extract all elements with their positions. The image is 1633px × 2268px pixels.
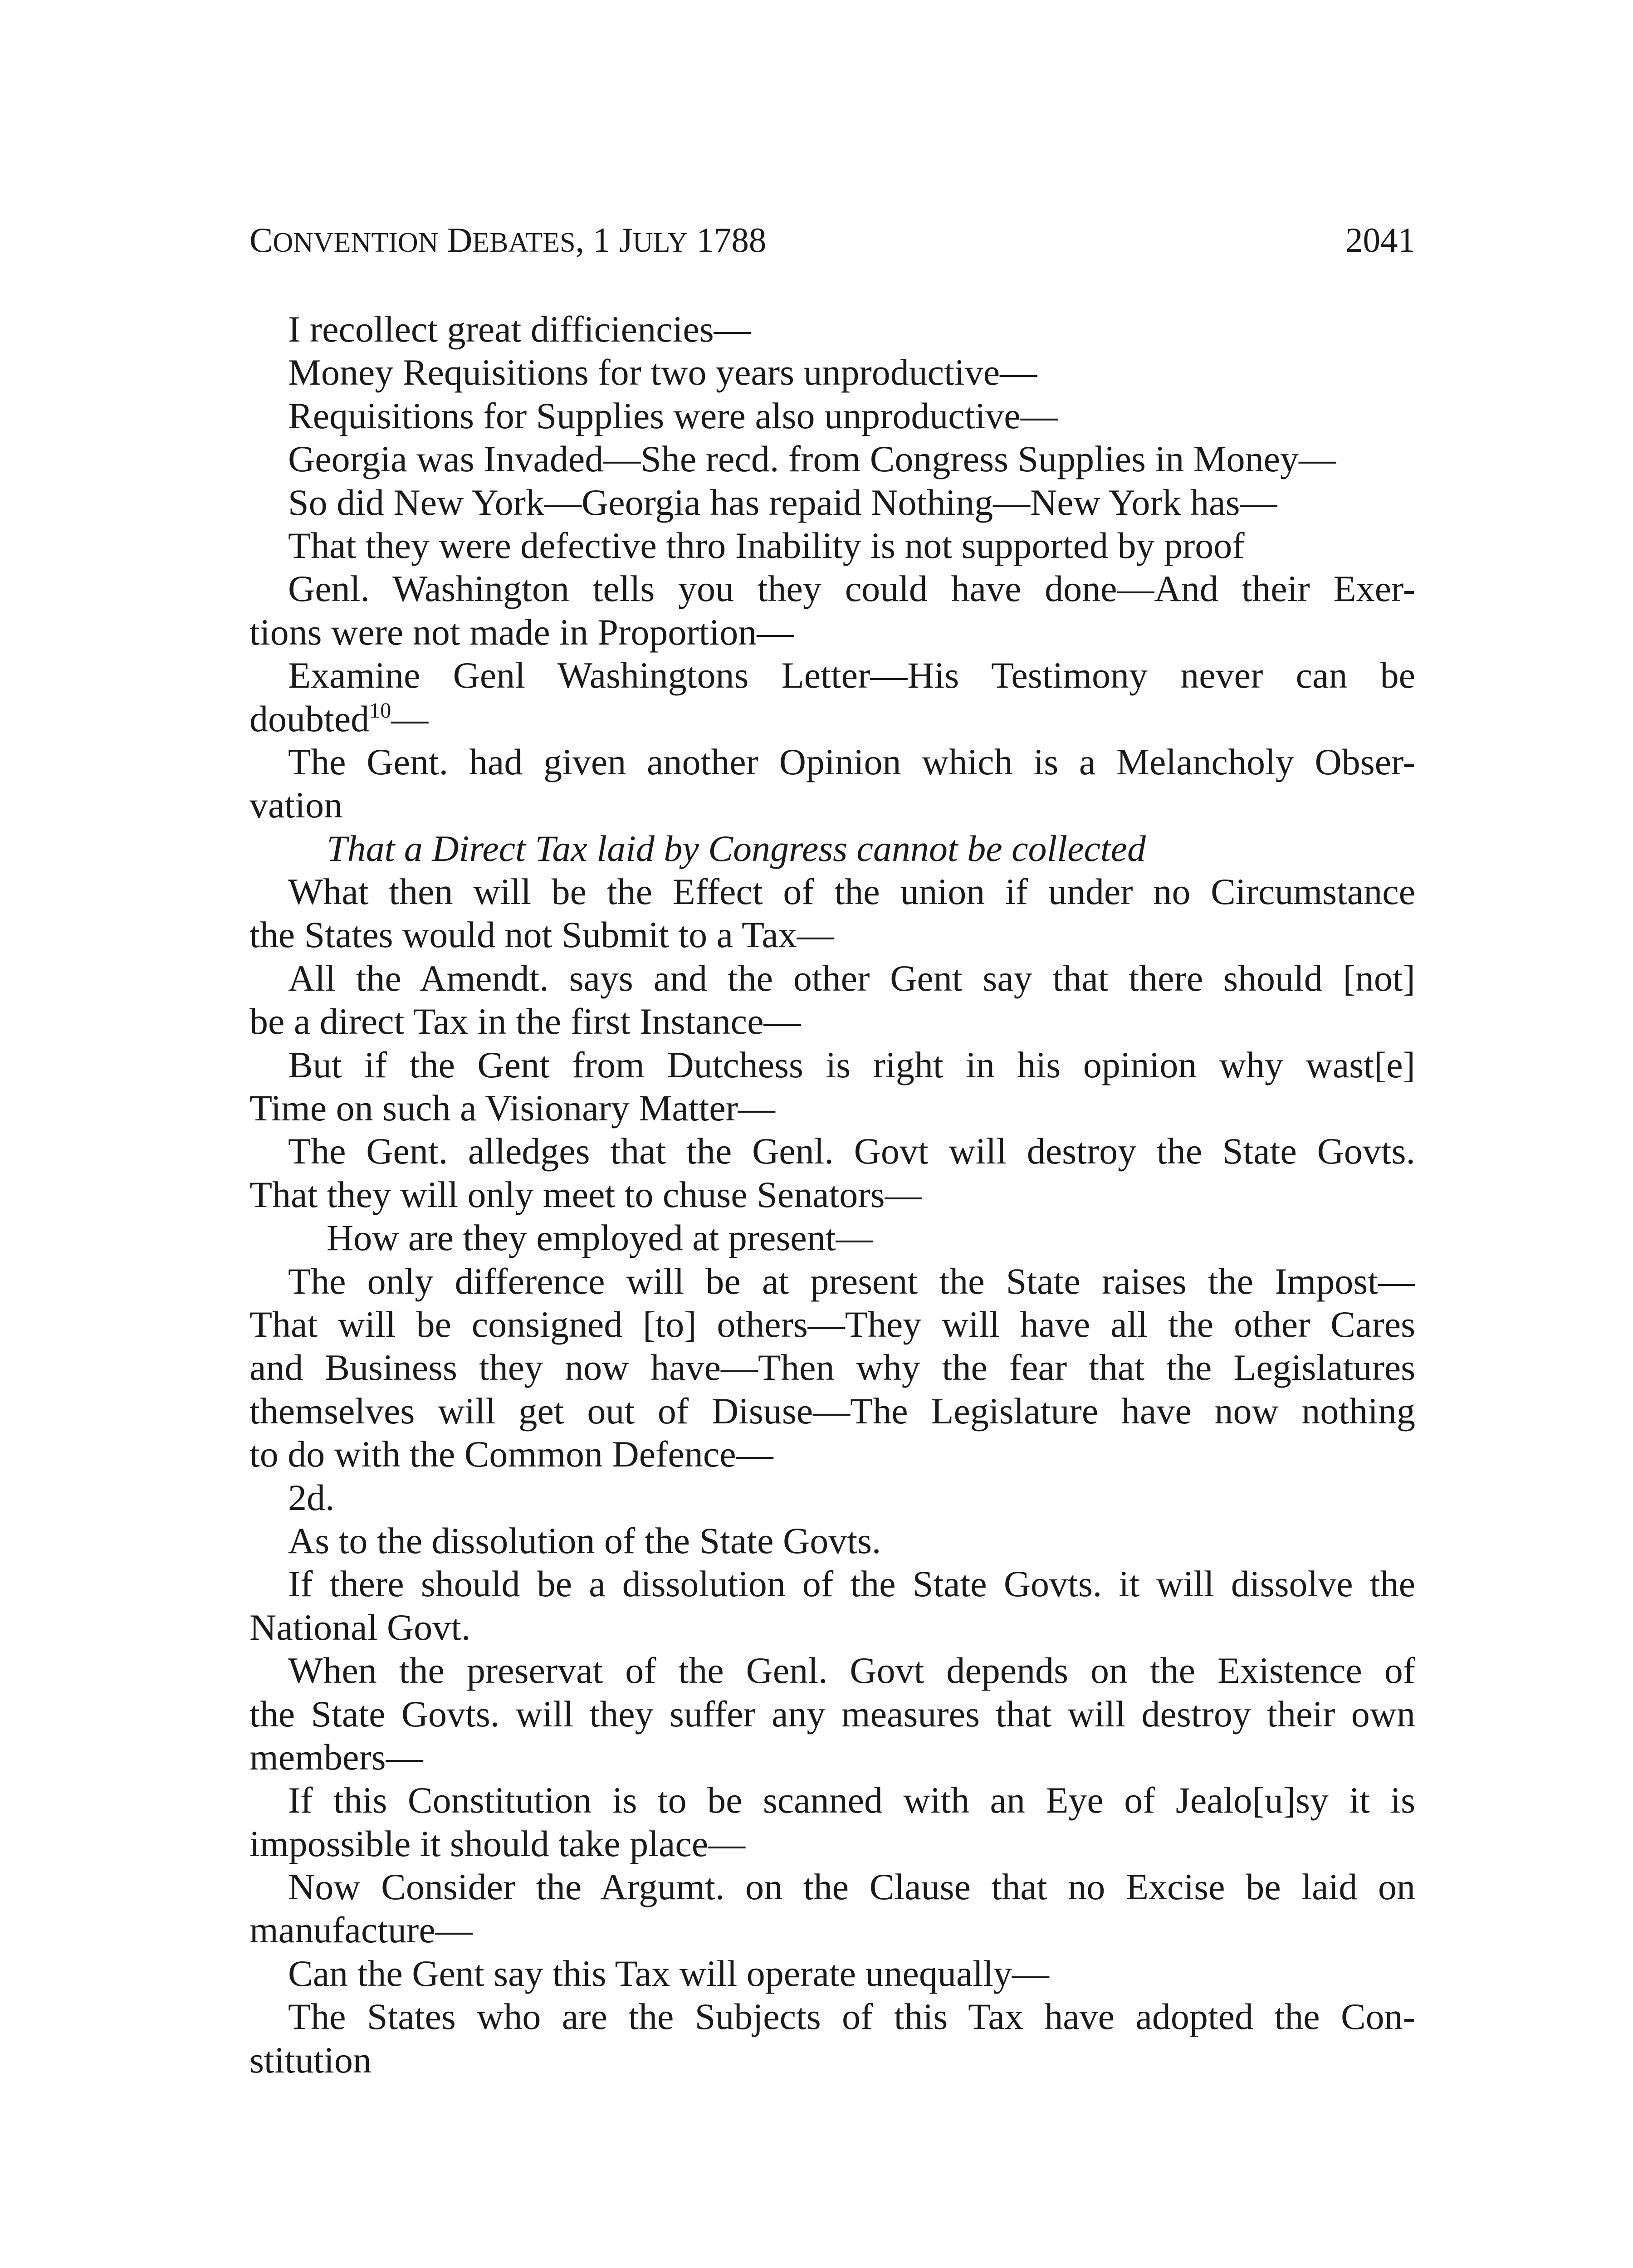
text-line: Examine Genl Washingtons Letter—His Testimony never can be xyxy=(288,655,1415,696)
text-line: impossible it should take place— xyxy=(249,1823,746,1864)
text-line: the State Govts. will they suffer any measures that will destroy their own xyxy=(249,1693,1415,1735)
text-line: The Gent. had given another Opinion which is a Melancholy Obser- xyxy=(288,741,1415,782)
text-line: vation xyxy=(249,784,342,826)
text-line: When the preservat of the Genl. Govt depends on the Existence of xyxy=(288,1650,1415,1691)
text-line: That will be consigned [to] others—They will have all the other Cares xyxy=(249,1303,1415,1345)
text-line: How are they employed at present— xyxy=(327,1217,873,1259)
text-line: As to the dissolution of the State Govts. xyxy=(288,1520,881,1561)
text-line: That they will only meet to chuse Senators— xyxy=(249,1173,922,1215)
text-line: the States would not Submit to a Tax— xyxy=(249,914,834,956)
text-line: to do with the Common Defence— xyxy=(249,1433,773,1475)
text-line: But if the Gent from Dutchess is right in his opinion why wast[e] xyxy=(288,1044,1415,1085)
text-line: be a direct Tax in the first Instance— xyxy=(249,1001,801,1042)
text-line: All the Amendt. says and the other Gent say that there should [not] xyxy=(288,957,1415,999)
italic-quote-line: That a Direct Tax laid by Congress cannot be collected xyxy=(327,827,1146,869)
text-line: If there should be a dissolution of the State Govts. it will dissolve the xyxy=(288,1563,1415,1605)
text-line: That they were defective thro Inability is not supported by proof xyxy=(288,524,1245,566)
text-line: Time on such a Visionary Matter— xyxy=(249,1087,775,1129)
text-line: 2d. xyxy=(288,1476,335,1518)
text-line: doubted$^{10}$— xyxy=(249,698,429,739)
text-line: manufacture— xyxy=(249,1909,473,1951)
text-line: What then will be the Effect of the union if under no Circumstance xyxy=(288,871,1415,913)
text-line: If this Constitution is to be scanned with an Eye of Jealo[u]sy it is xyxy=(288,1779,1415,1821)
text-line: The Gent. alledges that the Genl. Govt will destroy the State Govts. xyxy=(288,1130,1415,1172)
text-line: stitution xyxy=(249,2039,372,2081)
text-line: and Business they now have—Then why the fear that the Legislatures xyxy=(249,1347,1415,1388)
text-line: Money Requisitions for two years unproductive— xyxy=(288,352,1037,393)
text-line: The only difference will be at present the State raises the Impost— xyxy=(288,1260,1415,1302)
text-line: I recollect great difficiencies— xyxy=(288,308,751,350)
running-head: CONVENTION DEBATES, 1 JULY 1788 xyxy=(249,220,767,259)
page-header xyxy=(249,220,1415,270)
text-line: tions were not made in Proportion— xyxy=(249,611,794,653)
text-line: Genl. Washington tells you they could have done—And their Exer- xyxy=(288,568,1415,610)
footnote-marker: 10 xyxy=(369,698,391,723)
text-line: members— xyxy=(249,1736,423,1778)
text-line: National Govt. xyxy=(249,1606,471,1648)
text-line: So did New York—Georgia has repaid Nothing—New York has— xyxy=(288,481,1277,523)
text-line: The States who are the Subjects of this Tax have adopted the Con- xyxy=(288,1996,1415,2038)
text-line: Can the Gent say this Tax will operate unequally— xyxy=(288,1952,1049,1994)
text-line: themselves will get out of Disuse—The Legislature have now nothing xyxy=(249,1390,1415,1432)
text-line: Now Consider the Argumt. on the Clause that no Excise be laid on xyxy=(288,1866,1415,1908)
text-line: Requisitions for Supplies were also unproductive— xyxy=(288,395,1058,436)
body-text xyxy=(249,308,1415,2082)
page-number: 2041 xyxy=(1345,220,1415,259)
text-line: Georgia was Invaded—She recd. from Congress Supplies in Money— xyxy=(288,438,1336,480)
